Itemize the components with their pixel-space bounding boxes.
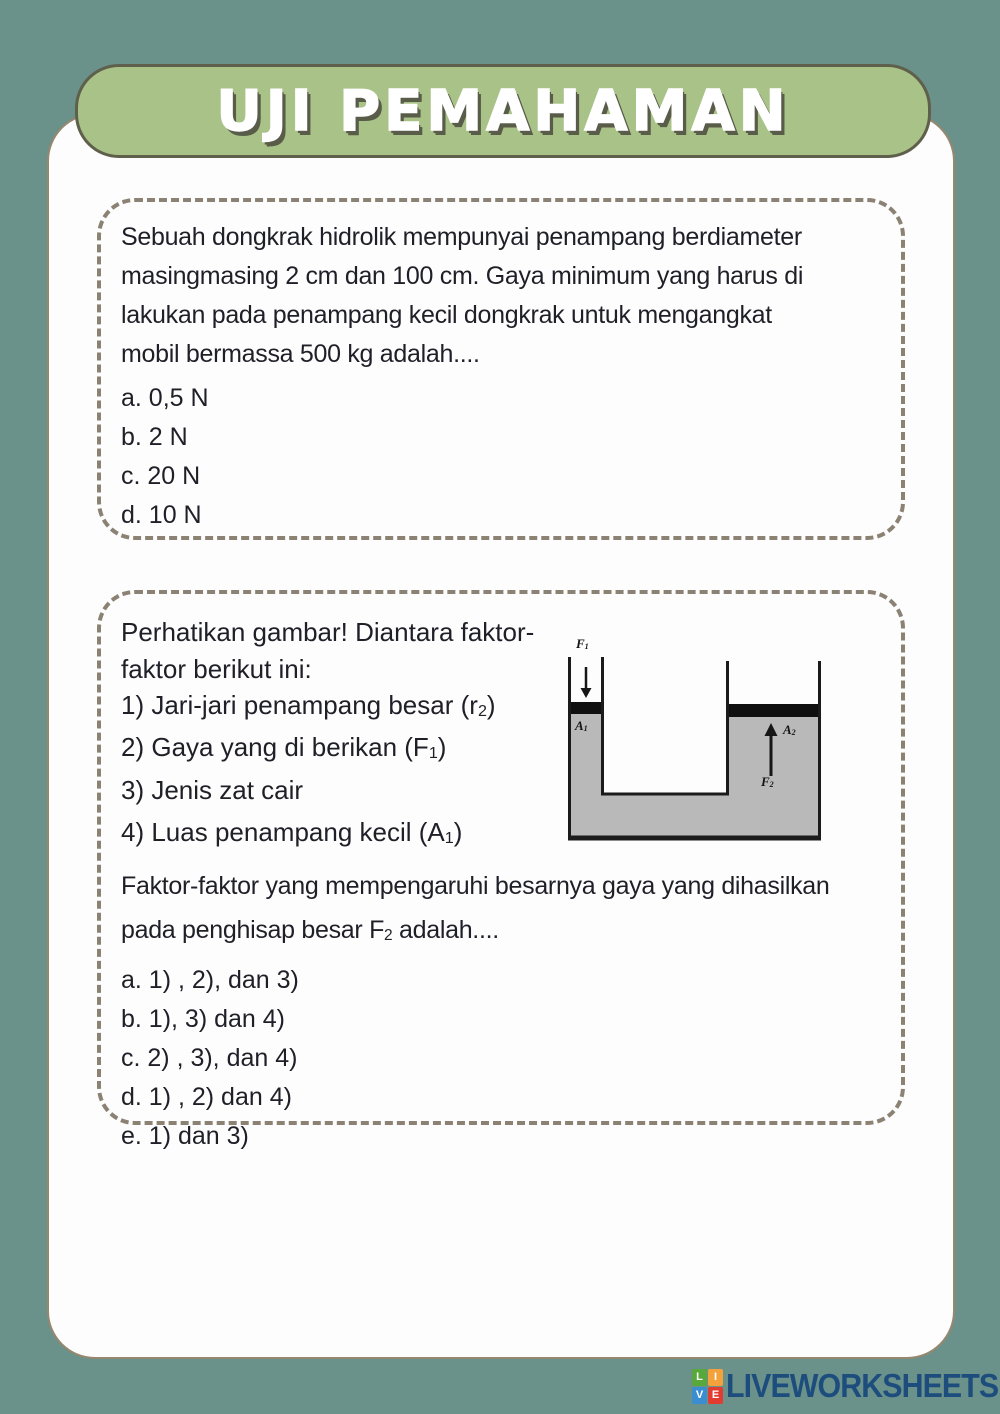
question2-text <box>121 867 877 955</box>
question2-intro-line: Perhatikan gambar! Diantara faktor- <box>121 617 535 647</box>
question2-option-d[interactable]: d. 1) , 2) dan 4) <box>121 1083 292 1112</box>
large-piston <box>729 704 818 717</box>
question1-options <box>121 379 877 535</box>
liveworksheets-logo-icon <box>692 1369 723 1404</box>
question1-text <box>121 218 877 374</box>
logo-square-i: I <box>708 1369 723 1386</box>
liveworksheets-logo-text: LIVEWORKSHEETS <box>726 1367 999 1404</box>
question2-question-line: pada penghisap besar F2 adalah.... <box>121 915 499 944</box>
small-piston <box>571 702 601 714</box>
label-a2: A2 <box>783 722 796 737</box>
question1-option-d[interactable]: d. 10 N <box>121 501 202 529</box>
question2-box <box>97 590 905 1151</box>
question1-box <box>97 198 905 540</box>
label-f1: F1 <box>576 636 589 651</box>
question2-intro <box>121 614 591 857</box>
question1-option-c[interactable]: c. 20 N <box>121 462 201 490</box>
worksheet-card <box>47 113 955 1359</box>
question2-factor-3: 3) Jenis zat cair <box>121 774 304 805</box>
logo-square-v: V <box>692 1387 707 1404</box>
question2-intro-line: faktor berikut ini: <box>121 653 312 684</box>
question2-option-b[interactable]: b. 1), 3) dan 4) <box>121 1005 285 1034</box>
question2-option-e[interactable]: e. 1) dan 3) <box>121 1122 249 1151</box>
logo-square-e: E <box>708 1387 723 1404</box>
label-f2: F2 <box>761 774 774 789</box>
force-f1-arrow <box>581 667 592 698</box>
hydraulic-press-diagram <box>559 634 834 844</box>
question2-option-a[interactable]: a. 1) , 2), dan 3) <box>121 966 299 995</box>
question2-question-line: Faktor-faktor yang mempengaruhi besarnya gaya yang dihasilkan <box>121 871 830 900</box>
liveworksheets-logo[interactable] <box>692 1366 1000 1406</box>
question1-line: mobil bermassa 500 kg adalah.... <box>121 340 480 368</box>
logo-square-l: L <box>692 1369 707 1386</box>
header-banner <box>75 64 931 158</box>
question2-factor-4: 4) Luas penampang kecil (A1) <box>121 817 463 848</box>
hydraulic-press-drawing <box>559 634 834 844</box>
question1-option-a[interactable]: a. 0,5 N <box>121 384 209 412</box>
label-a1: A1 <box>575 718 588 733</box>
question1-line: Sebuah dongkrak hidrolik mempunyai penampang berdiameter <box>121 223 802 251</box>
question1-line: lakukan pada penampang kecil dongkrak untuk mengangkat <box>121 301 772 329</box>
question2-options <box>121 961 877 1156</box>
question2-factor-1: 1) Jari-jari penampang besar (r2) <box>121 690 496 720</box>
page-title: UJI PEMAHAMAN <box>216 78 790 144</box>
question2-option-c[interactable]: c. 2) , 3), dan 4) <box>121 1044 298 1073</box>
question1-option-b[interactable]: b. 2 N <box>121 423 188 451</box>
question2-factor-2: 2) Gaya yang di berikan (F1) <box>121 732 447 763</box>
question1-line: masingmasing 2 cm dan 100 cm. Gaya minimum yang harus di <box>121 262 804 290</box>
